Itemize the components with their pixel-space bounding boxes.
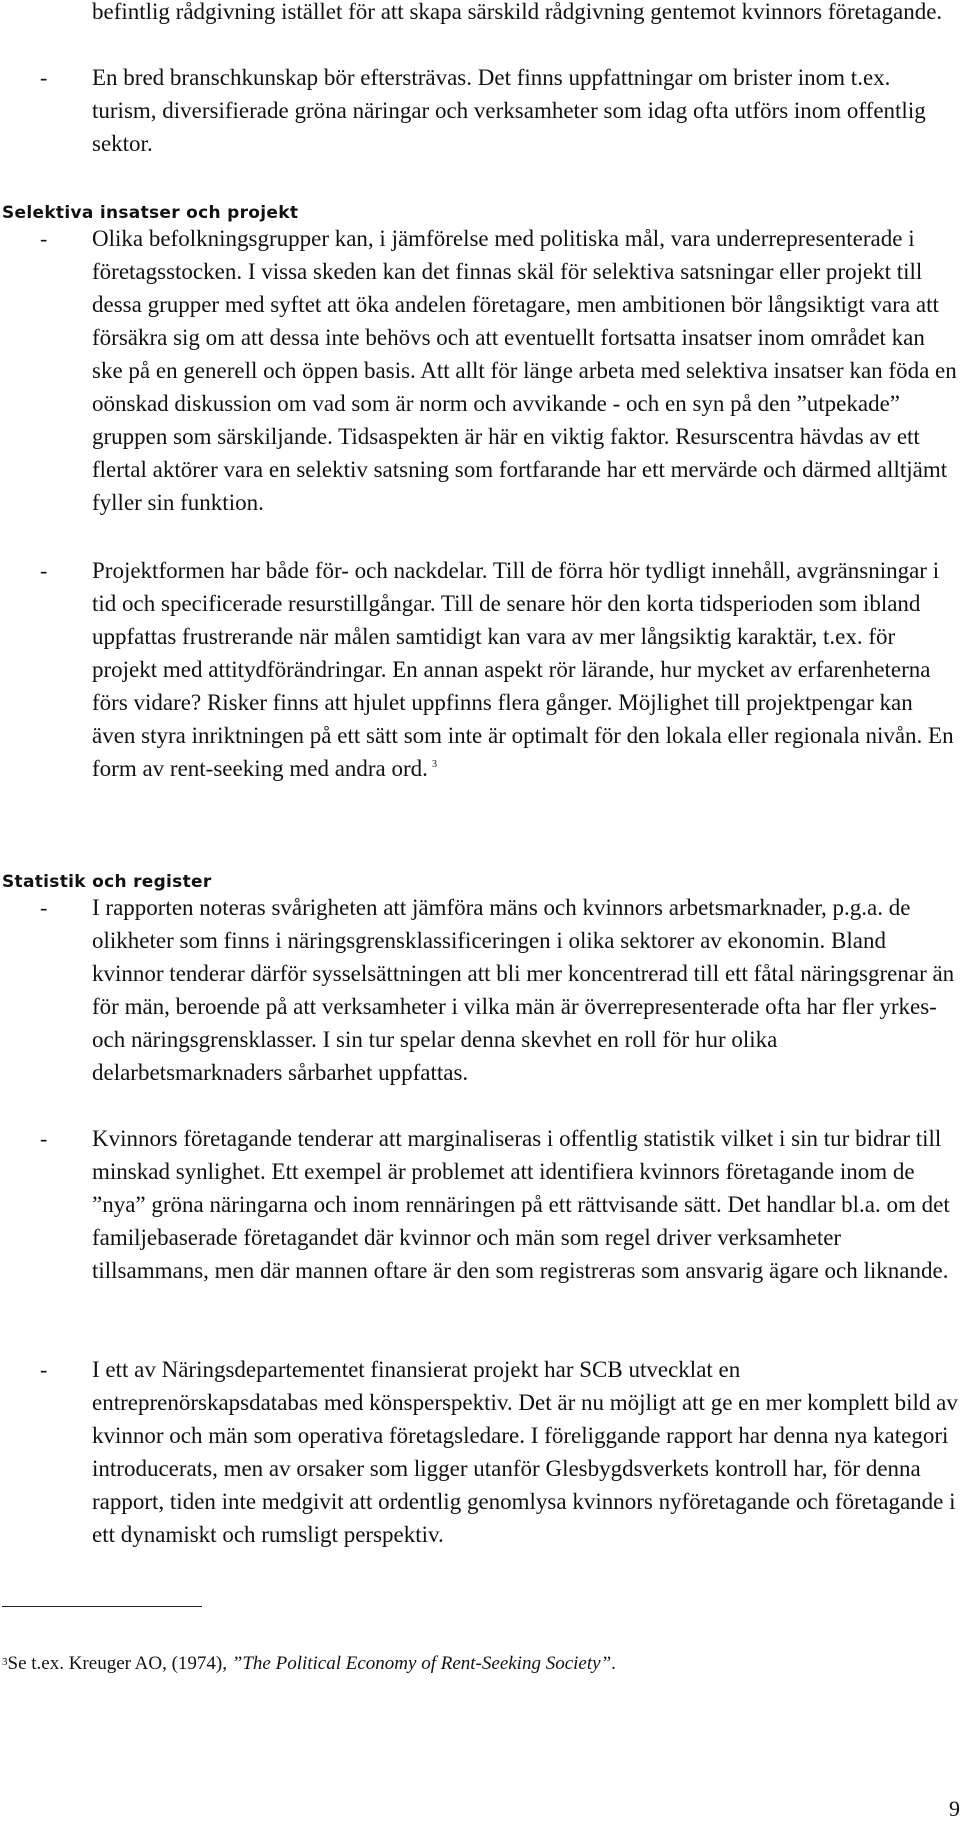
list-item-text: I ett av Näringsdepartementet finansierat projekt har SCB utvecklat en entreprenörskapsdatabas med könsperspektiv. Det är nu möjligt att ge en mer komplett bild av kvinnor och män som operativa företagsledare. I föreliggande rapport har denna nya kategori introducerats, men av orsaker som ligger utanför Glesbygdsverkets kontroll har, för denna rapport, tiden inte medgivit att ordentlig genomlysa kvinnors nyföretagande och företagande i ett dynamiskt och rumsligt perspektiv. [92, 1357, 958, 1547]
list-item-text: Kvinnors företagande tenderar att marginaliseras i offentlig statistik vilket i sin tur bidrar till minskad synlighet. Ett exempel är problemet att identifiera kvinnors företagande inom de ”nya” gröna näringarna och inom rennäringen på ett rättvisande sätt. Det handlar bl.a. om det familjebaserade företagandet där kvinnor och män som regel driver verksamheter tillsammans, men där mannen oftare är den som registreras som ansvarig ägare och liknande. [92, 1126, 950, 1283]
footnote-suffix: . [611, 1653, 616, 1674]
list-item-text [92, 554, 960, 785]
list-item [40, 61, 960, 160]
page-number: 9 [949, 1796, 960, 1821]
list-item [40, 222, 960, 519]
footnote-number: 3 [2, 1656, 8, 1668]
list-item [40, 891, 960, 1089]
list-item-text: I rapporten noteras svårigheten att jämföra mäns och kvinnors arbetsmarknader, p.g.a. de olikheter som finns i näringsgrensklassificeringen i olika sektorer av ekonomin. Bland kvinnor tenderar därför sysselsättningen att bli mer koncentrerad till ett fåtal näringsgrenar än för män, beroende på att verksamheter i vilka män är överrepresenterade ofta har fler yrkes- och näringsgrensklasser. I sin tur spelar denna skevhet en roll för hur olika delarbetsmarknaders sårbarhet uppfattas. [92, 895, 955, 1085]
section-heading-statistik: Statistik och register [2, 872, 212, 892]
list-dash: - [40, 1357, 48, 1382]
list-item-text: Olika befolkningsgrupper kan, i jämförelse med politiska mål, vara underrepresenterade i företagsstocken. I vissa skeden kan det finnas skäl för selektiva satsningar eller projekt till dessa grupper med syftet att öka andelen företagare, men ambitionen bör långsiktigt vara att försäkra sig om att dessa inte behövs och att eventuellt fortsatta insatser inom området kan ske på en generell och öppen basis. Att allt för länge arbeta med selektiva insatser kan föda en oönskad diskussion om vad som är norm och avvikande - och en syn på den ”utpekade” gruppen som särskiljande. Tidsaspekten är här en viktig faktor. Resurscentra hävdas av ett flertal aktörer vara en selektiv satsning som fortfarande har ett mervärde och därmed alltjämt fyller sin funktion. [92, 226, 957, 515]
section-heading-selektiva: Selektiva insatser och projekt [2, 203, 299, 223]
list-dash: - [40, 558, 48, 583]
list-item-text: En bred branschkunskap bör eftersträvas. Det finns uppfattningar om brister inom t.ex. turism, diversifierade gröna näringar och verksamheter som idag ofta utförs inom offentlig sektor. [92, 65, 926, 156]
list-item [40, 1353, 960, 1551]
list-item-text-body: Projektformen har både för- och nackdelar. Till de förra hör tydligt innehåll, avgränsningar i tid och specificerade resurstillgångar. Till de senare hör den korta tidsperioden som ibland uppfattas frustrerande när målen samtidigt kan vara av mer långsiktig karaktär, t.ex. för projekt med attitydförändringar. En annan aspekt rör lärande, hur mycket av erfarenheterna förs vidare? Risker finns att hjulet uppfinns flera gånger. Möjlighet till projektpengar kan även styra inriktningen på ett sätt som inte är optimalt för den lokala eller regionala nivån. En form av rent-seeking med andra ord. [92, 558, 954, 781]
footnote-prefix: Se t.ex. Kreuger AO, (1974), [7, 1653, 232, 1674]
list-dash: - [40, 1126, 48, 1151]
list-dash: - [40, 65, 48, 90]
list-item [40, 554, 960, 785]
list-dash: - [40, 226, 48, 251]
list-item [40, 1122, 960, 1287]
footnote-title: ”The Political Economy of Rent-Seeking Society” [231, 1653, 612, 1674]
intro-continuation: befintlig rådgivning istället för att skapa särskild rådgivning gentemot kvinnors företagande. [92, 0, 943, 24]
footnote-divider [2, 1606, 202, 1607]
list-dash: - [40, 895, 48, 920]
footnote [2, 1652, 616, 1676]
footnote-reference: 3 [431, 759, 437, 770]
